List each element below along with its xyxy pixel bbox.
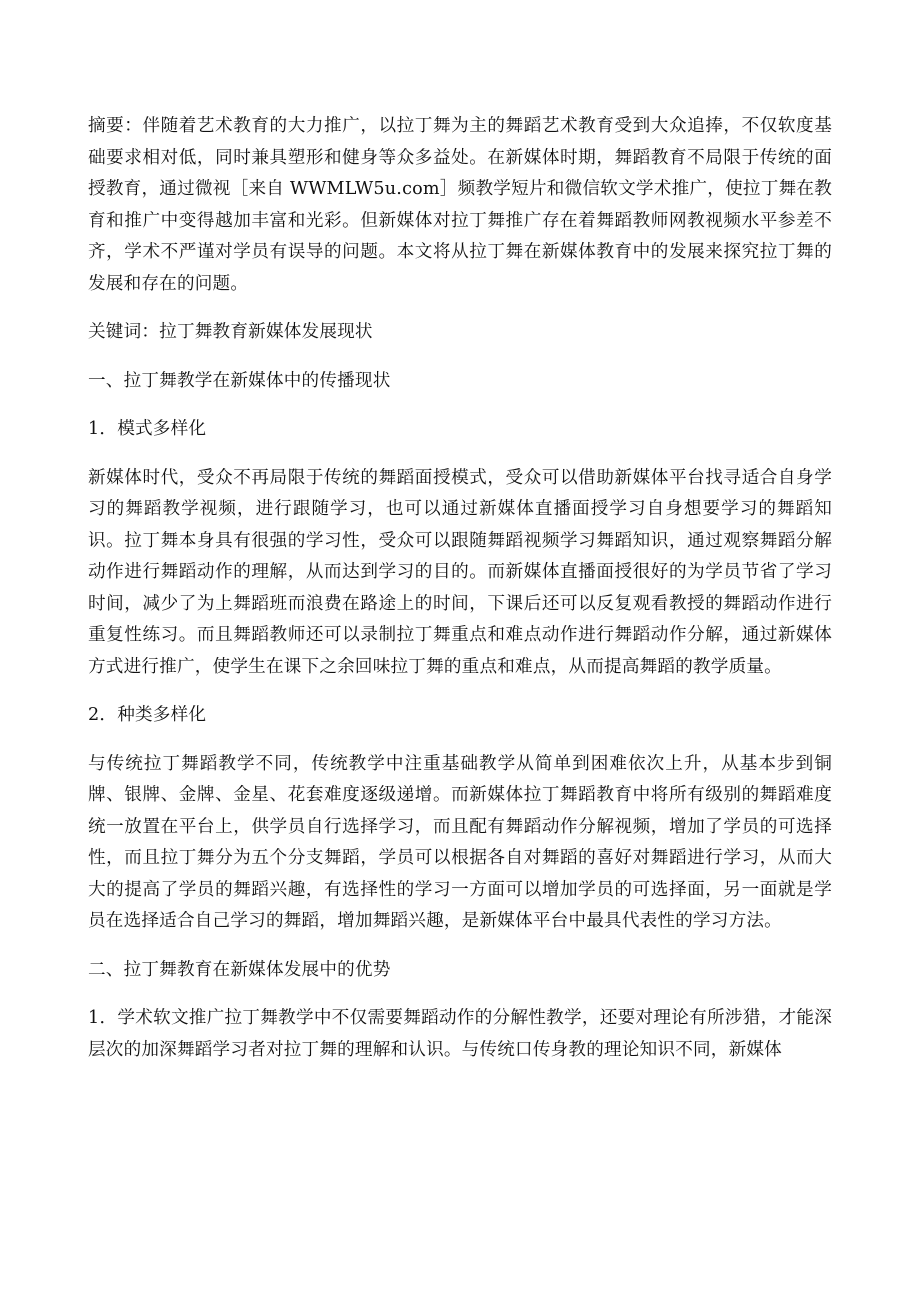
subsection-2-body: 与传统拉丁舞蹈教学不同，传统教学中注重基础教学从简单到困难依次上升，从基本步到铜牌、银牌、金牌、金星、花套难度逐级递增。而新媒体拉丁舞蹈教育中将所有级别的舞蹈难度统一放置在平台上，供学员自行选择学习，而且配有舞蹈动作分解视频，增加了学员的可选择性，而且拉丁舞分为五个分支舞蹈，学员可以根据各自对舞蹈的喜好对舞蹈进行学习，从而大大的提高了学员的舞蹈兴趣，有选择性的学习一方面可以增加学员的可选择面，另一面就是学员在选择适合自己学习的舞蹈，增加舞蹈兴趣，是新媒体平台中最具代表性的学习方法。 [88, 753, 832, 931]
subsection-2-heading: 2．种类多样化 [88, 705, 207, 725]
section-1-heading: 一、拉丁舞教学在新媒体中的传播现状 [88, 370, 391, 391]
section-2-heading: 二、拉丁舞教育在新媒体发展中的优势 [88, 959, 391, 980]
subsection-3-body: 1．学术软文推广拉丁舞教学中不仅需要舞蹈动作的分解性教学，还要对理论有所涉猎，才能深层次的加深舞蹈学习者对拉丁舞的理解和认识。与传统口传身教的理论知识不同，新媒体 [88, 1008, 832, 1060]
keywords-line: 关键词：拉丁舞教育新媒体发展现状 [88, 322, 373, 342]
subsection-1-heading: 1．模式多样化 [88, 419, 207, 439]
subsection-1-body: 新媒体时代，受众不再局限于传统的舞蹈面授模式，受众可以借助新媒体平台找寻适合自身学习的舞蹈教学视频，进行跟随学习，也可以通过新媒体直播面授学习自身想要学习的舞蹈知识。拉丁舞本身具有很强的学习性，受众可以跟随舞蹈视频学习舞蹈知识，通过观察舞蹈分解动作进行舞蹈动作的理解，从而达到学习的目的。而新媒体直播面授很好的为学员节省了学习时间，减少了为上舞蹈班而浪费在路途上的时间，下课后还可以反复观看教授的舞蹈动作进行重复性练习。而且舞蹈教师还可以录制拉丁舞重点和难点动作进行舞蹈动作分解，通过新媒体方式进行推广，使学生在课下之余回味拉丁舞的重点和难点，从而提高舞蹈的教学质量。 [88, 467, 832, 677]
abstract-paragraph: 摘要：伴随着艺术教育的大力推广，以拉丁舞为主的舞蹈艺术教育受到大众追捧，不仅软度基础要求相对低，同时兼具塑形和健身等众多益处。在新媒体时期，舞蹈教育不局限于传统的面授教育，通过微视［来自 WWMLW5u.com］频教学短片和微信软文学术推广，使拉丁舞在教育和推广中变得越加丰富和光彩。但新媒体对拉丁舞推广存在着舞蹈教师网教视频水平参差不齐，学术不严谨对学员有误导的问题。本文将从拉丁舞在新媒体教育中的发展来探究拉丁舞的发展和存在的问题。 [88, 116, 832, 294]
document-page [88, 111, 832, 1066]
